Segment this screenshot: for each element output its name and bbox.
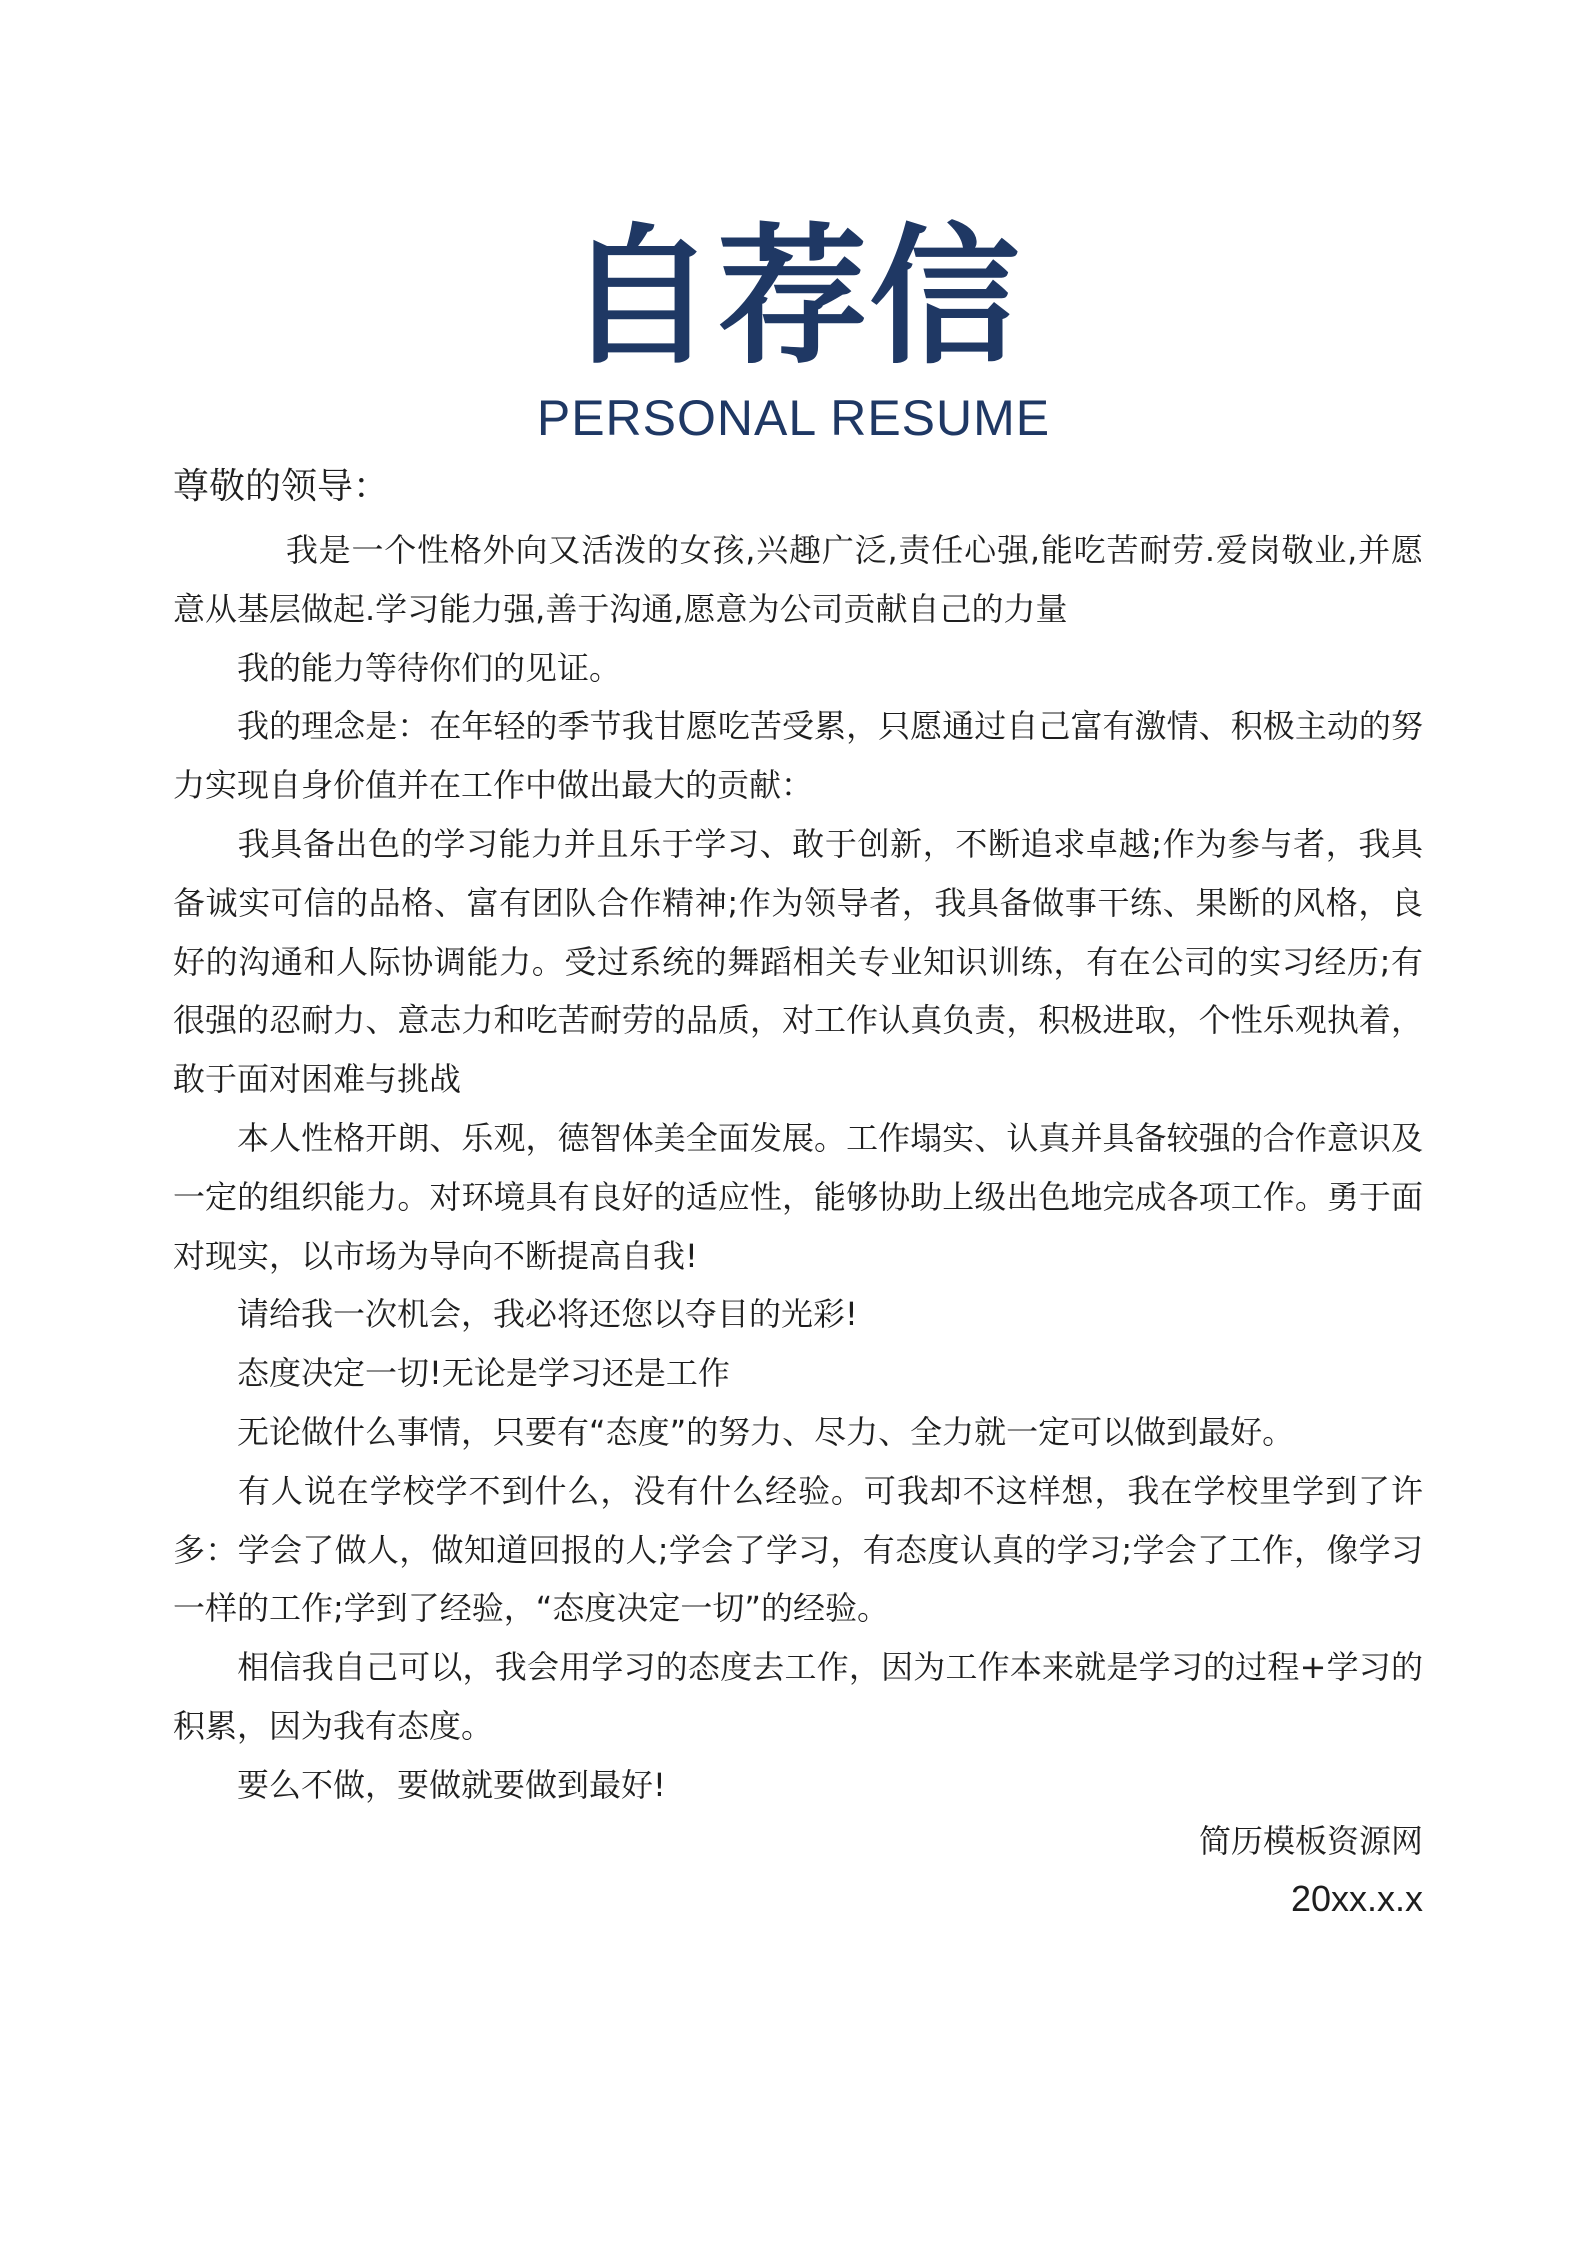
paragraph (173, 639, 1423, 698)
signature-date: 20xx.x.x (1290, 1878, 1423, 1919)
page-subtitle: PERSONAL RESUME (536, 390, 1051, 446)
paragraph (173, 1756, 1423, 1815)
salutation: 尊敬的领导： (173, 466, 390, 507)
paragraph-text: 有人说在学校学不到什么，没有什么经验。可我却不这样想，我在学校里学到了许多：学会了做人，做知道回报的人;学会了学习，有态度认真的学习;学会了工作，像学习一样的工作;学到了经验，“态度决定一切”的经验。 (173, 1471, 1423, 1628)
paragraph-text: 我是一个性格外向又活泼的女孩,兴趣广泛,责任心强,能吃苦耐劳.爱岗敬业,并愿意从基层做起.学习能力强,善于沟通,愿意为公司贡献自己的力量 (173, 531, 1423, 628)
page-title: 自荐信 (565, 211, 1022, 385)
paragraph (173, 1109, 1423, 1285)
paragraph-text: 相信我自己可以，我会用学习的态度去工作，因为工作本来就是学习的过程+学习的积累，因为我有态度。 (173, 1648, 1423, 1745)
paragraph-text: 无论做什么事情，只要有“态度”的努力、尽力、全力就一定可以做到最好。 (237, 1412, 1295, 1451)
paragraph (173, 697, 1423, 815)
paragraph-text: 我具备出色的学习能力并且乐于学习、敢于创新，不断追求卓越;作为参与者，我具备诚实可信的品格、富有团队合作精神;作为领导者，我具备做事干练、果断的风格，良好的沟通和人际协调能力。受过系统的舞蹈相关专业知识训练，有在公司的实习经历;有很强的忍耐力、意志力和吃苦耐劳的品质，对工作认真负责，积极进取，个性乐观执着，敢于面对困难与挑战 (173, 824, 1423, 1099)
paragraph (173, 1344, 1423, 1403)
paragraph-text: 要么不做，要做就要做到最好! (237, 1765, 666, 1804)
paragraph (173, 1403, 1423, 1462)
letter-body (173, 457, 1423, 1815)
paragraph (173, 521, 1423, 639)
signature-block (173, 1812, 1423, 1928)
paragraph-text: 我的理念是：在年轻的季节我甘愿吃苦受累，只愿通过自己富有激情、积极主动的努力实现自身价值并在工作中做出最大的贡献： (173, 707, 1423, 805)
paragraph (173, 1462, 1423, 1638)
signature-name: 简历模板资源网 (1198, 1822, 1423, 1860)
paragraph-text: 态度决定一切!无论是学习还是工作 (237, 1354, 730, 1393)
paragraph-text: 本人性格开朗、乐观，德智体美全面发展。工作塌实、认真并具备较强的合作意识及一定的组织能力。对环境具有良好的适应性，能够协助上级出色地完成各项工作。勇于面对现实，以市场为导向不断提高自我! (173, 1118, 1423, 1275)
paragraph (173, 1638, 1423, 1756)
paragraph (173, 1285, 1423, 1344)
paragraph-text: 我的能力等待你们的见证。 (237, 648, 622, 687)
paragraph-text: 请给我一次机会，我必将还您以夺目的光彩! (237, 1295, 858, 1334)
paragraph (173, 815, 1423, 1109)
